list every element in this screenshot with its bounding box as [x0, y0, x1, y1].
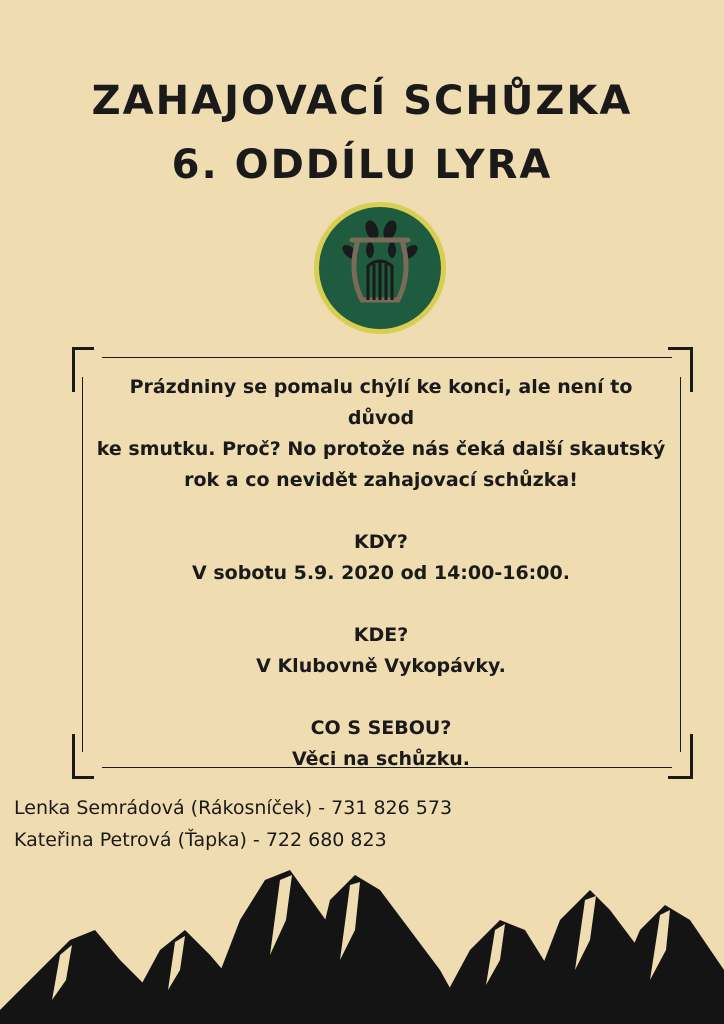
where-section	[95, 620, 667, 682]
mountains-icon	[0, 860, 724, 1024]
when-heading: KDY?	[354, 531, 408, 553]
page-title-line-2: 6. ODDÍLU LYRA	[171, 142, 553, 188]
page-title-line-1: ZAHAJOVACÍ SCHŮZKA	[91, 78, 633, 124]
contact-line: Kateřina Petrová (Ťapka) - 722 680 823	[14, 829, 387, 851]
when-text: V sobotu 5.9. 2020 od 14:00-16:00.	[192, 562, 570, 584]
where-text: V Klubovně Vykopávky.	[256, 655, 506, 677]
contacts	[14, 792, 452, 856]
bring-text: Věci na schůzku.	[292, 748, 470, 770]
where-heading: KDE?	[353, 624, 409, 646]
contact-line: Lenka Semrádová (Rákosníček) - 731 826 573	[14, 797, 453, 819]
intro-line: ke smutku. Proč? No protože nás čeká další skautský	[96, 438, 666, 460]
lyre-emblem-icon	[312, 200, 448, 336]
intro-line: Prázdniny se pomalu chýlí ke konci, ale není to důvod	[129, 376, 633, 429]
bring-section	[95, 713, 667, 775]
info-content	[95, 372, 667, 775]
intro-line: rok a co nevidět zahajovací schůzka!	[184, 469, 578, 491]
when-section	[95, 527, 667, 589]
bring-heading: CO S SEBOU?	[310, 717, 452, 739]
